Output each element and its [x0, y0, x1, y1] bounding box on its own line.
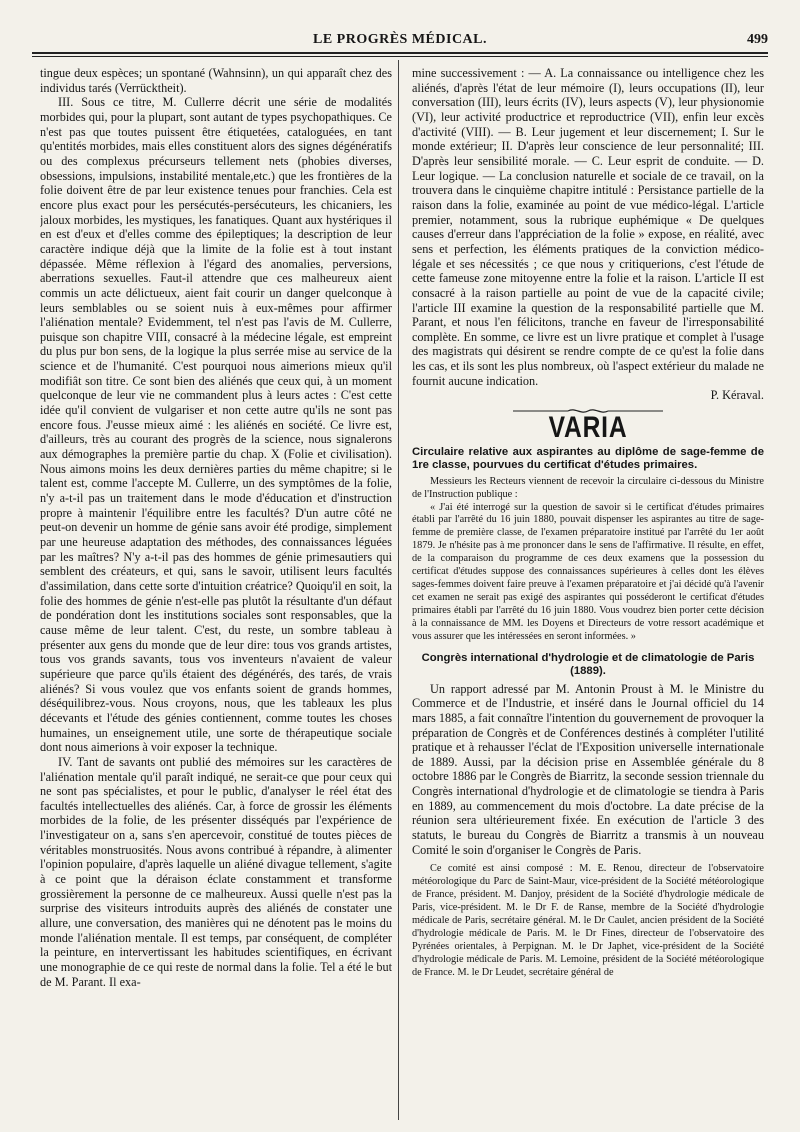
author-signature: P. Kéraval.	[710, 388, 764, 403]
left-paragraph-3: IV. Tant de savants ont publié des mémoires sur les caractères de l'aliénation mentale qu'il paraît indiqué, ne serait-ce que pour ceux qui ne sont pas spécialistes, et pour le public, d'analyser le réel état des facultés intellectuelles des aliénés. Car, à force de grossir les éléments morbides de la folie, de les présenter disséqués par l'expérience de l'investigateur on a, sans s'en apercevoir, constitué de toutes pièces de véritables monstruosités. Nous avons contribué à répandre, à alimenter l'opinion populaire, d'après laquelle un aliéné divague tellement, s'agite à ce point que la déraison éclate constamment et transforme grossièrement la personne de ce malheureux. Aussi quelle n'est pas la surprise des visiteurs introduits auprès des aliénés de constater une allure, une conversation, des manières qui ne dénotent pas le moins du monde l'aliénation mentale. Il est temps, par conséquent, de compléter la peinture, en intervertissant les habitudes scientifiques, en écrivant une monographie de ce qui reste de normal dans la folie. Tel a été le but de M. Parant. Il exa-	[40, 754, 392, 989]
page-header	[32, 28, 768, 50]
article-intro: Messieurs les Recteurs viennent de recevoir la circulaire ci-dessous du Ministre de l'Instruction publique :	[412, 475, 764, 500]
page-number: 499	[747, 32, 768, 47]
left-paragraph-1: tingue deux espèces; un spontané (Wahnsinn), un qui apparaît chez des individus tarés (Verrücktheit).	[40, 66, 392, 95]
right-column	[412, 66, 764, 1121]
article-committee: Ce comité est ainsi composé : M. E. Renou, directeur de l'observatoire météorologique du Parc de Saint-Maur, vice-président de la Société météorologique de France, président. M. Danjoy, président de la Société d'hydrologie médicale de Paris, vice-président. M. le Dr F. de Ranse, membre de la Société d'hydrologie médicale de Paris, secrétaire général. M. le Dr Caulet, ancien président de la Société d'hydrologie médicale de Paris. M. le Dr Fines, directeur de l'observatoire des Pyrénées orientales, à Perpignan. M. le Dr Japhet, vice-président de la Société d'hydrologie médicale de Paris. M. Lemoine, président de la Société météorologique de France. M. le Dr Leudet, secrétaire général de	[412, 863, 764, 978]
column-divider	[398, 60, 399, 1120]
journal-title: LE PROGRÈS MÉDICAL.	[312, 32, 488, 47]
article-quote: « J'ai été interrogé sur la question de savoir si le certificat d'études primaires établi par l'arrêté du 16 juin 1880, pouvait dispenser les aspirantes au titre de sage-femme de première classe, de l'examen préparatoire institué par l'arrêté du 1er août 1879. Je n'hésite pas à me prononcer dans le sens de l'affirmative. Il résulte, en effet, de la comparaison du programme de ces deux examens que la possession du certificat d'études suppose des connaissances supérieures à celles dont les élèves sages-femmes doivent faire preuve à l'examen préparatoire et j'ai décidé qu'à l'avenir cet examen ne serait pas exigé des aspirantes qui posséderont le certificat d'études primaires établi par l'arrêté du 16 juin 1880. Vous voudrez bien porter cette décision à la connaissance de MM. les Doyens et Directeurs de votre ressort académique et vous assurer que les intéressées en seront informées. »	[412, 501, 764, 642]
left-column	[40, 66, 392, 1121]
article-heading-congres: Congrès international d'hydrologie et de climatologie de Paris (1889).	[421, 651, 755, 677]
article-body-congres: Un rapport adressé par M. Antonin Proust à M. le Ministre du Commerce et de l'Industrie, et inséré dans le Journal officiel du 14 mars 1885, a fait connaître l'intention du gouvernement de provoquer la préparation de Congrès et de Conférences destinés à compléter l'utilité pratique et à rehausser l'éclat de l'Exposition universelle internationale de 1889. Aussi, par la décision prise en Assemblée générale du 8 octobre 1886 par le Congrès de Biarritz, la seconde session triennale du Congrès international d'hydrologie et de climatologie se tiendra à Paris en 1889, au commencement du mois d'octobre. La date précise de la réunion sera ultérieurement fixée. En exécution de l'article 3 des statuts, le bureau du Congrès de Biarritz a transmis à un nouveau Comité le soin d'organiser le Congrès de Paris.	[412, 681, 764, 857]
section-title: VARIA	[548, 411, 628, 445]
left-paragraph-2: III. Sous ce titre, M. Cullerre décrit une série de modalités morbides qui, pour la plupart, sont autant de types psychopathiques. Ce n'est pas que toutes puissent être étiquetées, cataloguées, en tant qu'entités morbides, mais elles constituent alors des signes dégénératifs ou des complexus précurseurs tellement nets (phobies diverses, obsessions, impulsions, instabilité mentale,etc.) que les frontières de la folie doivent être de par leur existence tenues pour franchies. Cela est encore plus exact pour les persécutés-persécuteurs, les chicaniers, les jaloux morbides, les mystiques, les fanatiques. Quant aux hystériques il en est d'eux et d'elles comme des épileptiques; la description de leur caractère indique déjà que la limite de la folie est à tout instant dépassée. Même réflexion à l'égard des anomalies, perversions, aberrations sexuelles. Faut-il attendre que ces malheureux aient commis un acte délictueux, aient fait courir un danger quelconque à leurs semblables ou se soient nuis à eux-mêmes pour affirmer l'aliénation mentale? Evidemment, tel n'est pas l'avis de M. Cullerre, puisque son chapitre VIII, consacré à la médecine légale, est empreint du plus pur bon sens, de la logique la plus serrée mise au service de la science et de l'humanité. C'est pourquoi nous aimerions mieux qu'il modifiât son titre. Ce sont bien des aliénés que ceux qui, à un moment quelconque de leur vie ne commandent plus à leurs actes : C'est cette idée qu'il convient de vulgariser et non cette autre qu'ils ne sont pas encore fous. J'eusse mieux aimé : les aliénés en société. Ce livre est, d'ailleurs, très au courant des progrès de la science, nous signalerons aux démographes la première partie du chap. X (Folie et civilisation). Nous aimons moins les deux dernières parties du même chapitre; si le talent est, comme l'accepte M. Cullerre, un des symptômes de la folie, n'y a-t-il pas un traitement dans le mode d'éducation et d'instruction propre à maintenir l'équilibre entre les facultés? D'un autre côté ne peut-on devenir un homme de génie sans avoir été prodige, simplement par une heureuse adaptation des méthodes, des connaissances léguées par les maîtres? N'y a-t-il pas des hommes de génie primesautiers qui semblent des créateurs, et qui, sans le savoir, utilisent leurs facultés d'assimilation, dans cette sorte d'intuition créatrice? Quoiqu'il en soit, la folie des hommes de génie n'est-elle pas plutôt la résultante d'un défaut de pondération dont les institutions sociales sont responsables, que la cause même de leur talent. C'est, du reste, un sombre tableau à présenter aux gens du monde que de leur dire: tous vos grands artistes, tous vos grands savants, tous vos inventeurs n'avaient de valeur supérieure que parce qu'ils étaient des dégénérés, des tarés, de vrais aliénés? Si vous voulez que vos enfants soient de grands hommes, déséquilibrez-vous. Nous croyons, nous, que les tableaux les plus décevants et l'étude des génies contiennent, comme toutes les choses humaines, un enseignement utile, une sorte de thérapeutique sociale dont nous aimerions à voir exposer la technique.	[40, 95, 392, 755]
header-rule	[32, 52, 768, 54]
right-paragraph-1: mine successivement : — A. La connaissance ou intelligence chez les aliénés, d'après l'état de leur mémoire (I), leurs occupations (II), leur conversation (III), leurs écrits (IV), leurs aspects (V), leur physionomie (VI), leur activité productrice et reproductrice (VII), enfin leur excès d'activité (VIII). — B. Leur jugement et leur discernement; I. Sur le monde extérieur; II. D'après leur conscience de leur personnalité; III. D'après leur sensibilité morale. — C. Leur esprit de conduite. — D. Leur logique. — La conclusion naturelle et sociale de ce travail, on la trouvera dans le cinquième chapitre intitulé : Persistance partielle de la raison dans la folie, examinée au point de vue médico-légal. L'article premier, notamment, sous la rubrique euphémique « De quelques causes d'erreur dans l'appréciation de la folie » expose, en réalité, avec sens et perfection, les éléments pratiques de la conviction médico-légale et ses nécessités ; ce que nous y critiquerions, c'est l'étude de cette fameuse zone mitoyenne entre la folie et la raison. L'article II est consacré à la raison partielle au point de vue de la capacité civile; l'article III examine la question de la responsabilité partielle que M. Parant, et nous l'en félicitons, tranche en faveur de l'irresponsabilité complète. En somme, ce livre est un livre pratique et complet à l'usage des magistrats qui désirent se rendre compte de ce qu'est la folie dans les cas, et ils sont les plus nombreux, où l'aspect extérieur du malade ne fournit aucune indication.	[412, 66, 764, 388]
article-heading-circulaire: Circulaire relative aux aspirantes au diplôme de sage-femme de 1re classe, pourvues du certificat d'études primaires.	[412, 445, 764, 471]
header-rule-thin	[32, 56, 768, 57]
